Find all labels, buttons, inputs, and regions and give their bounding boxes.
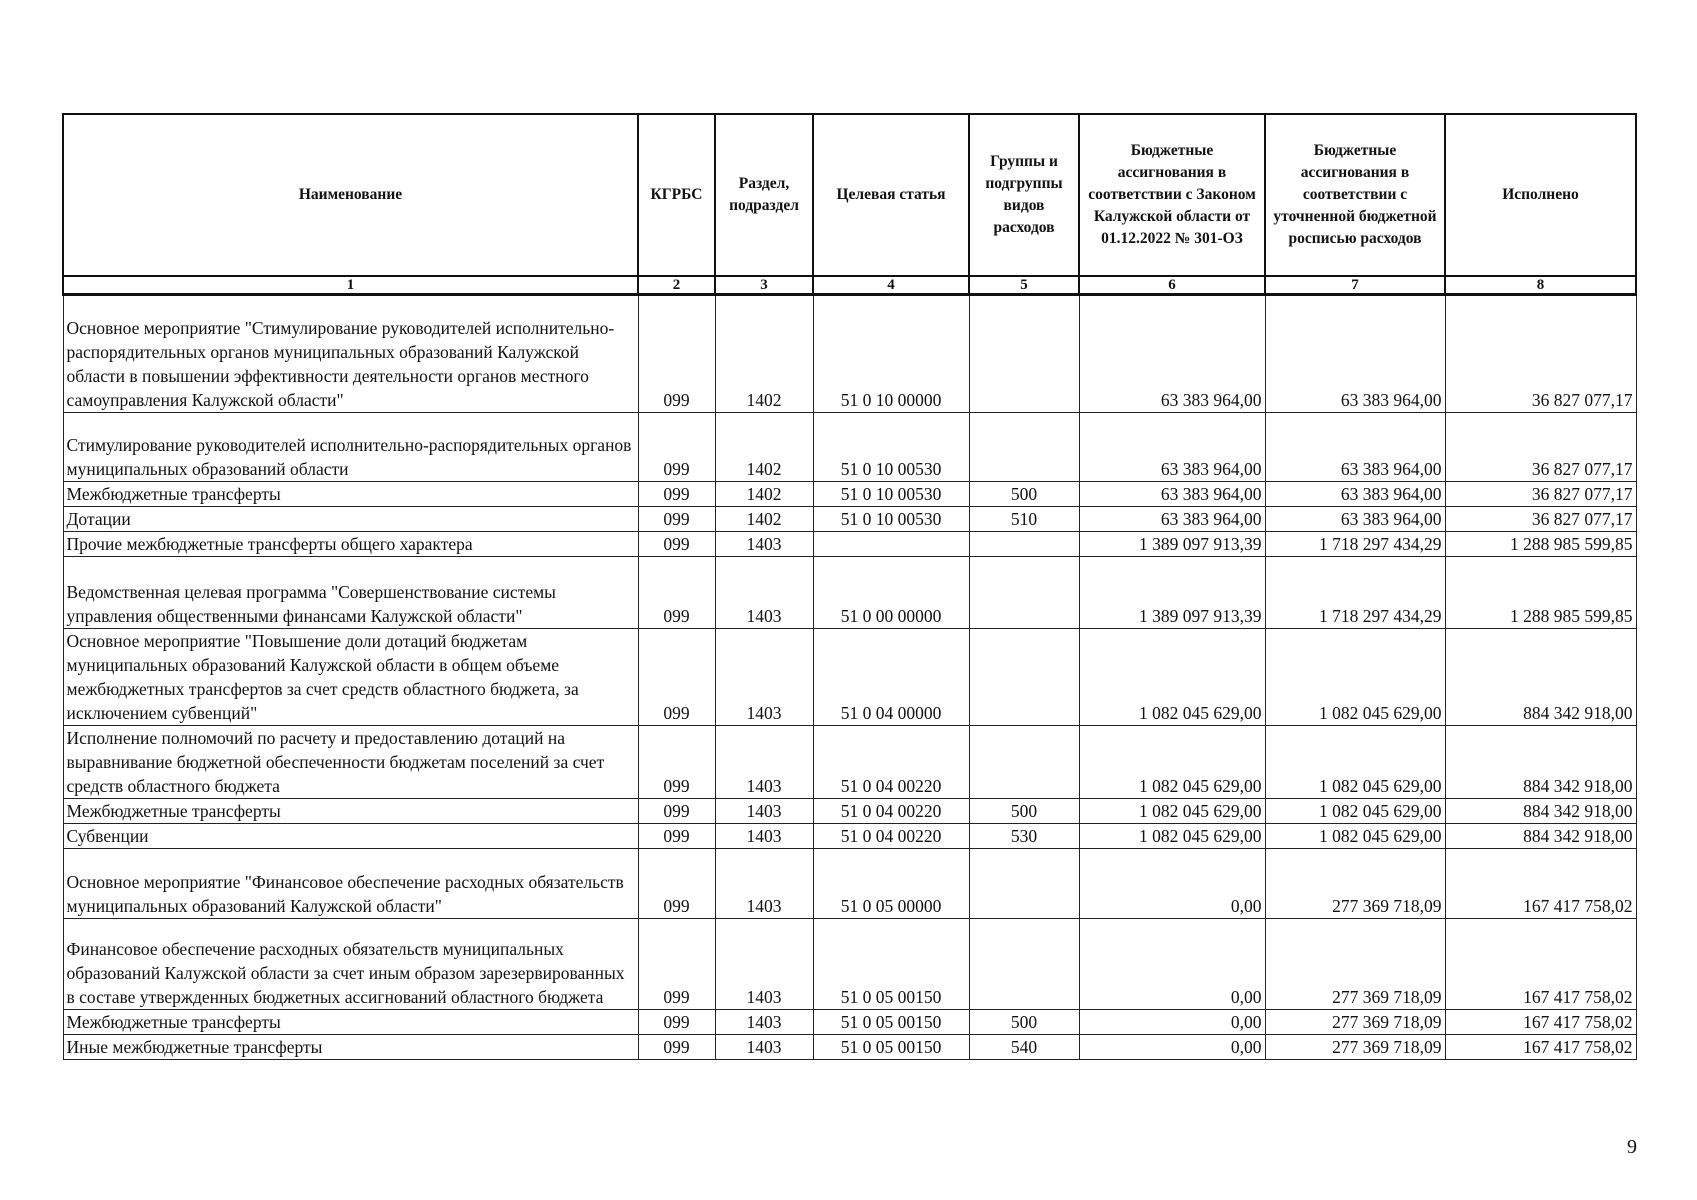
header-expense-groups: Группы и подгруппы видов расходов [969,114,1079,276]
cell-target-article: 51 0 10 00530 [813,482,969,507]
header-kgrbs: КГРБС [638,114,715,276]
table-row [63,919,1636,1010]
cell-law-amount: 63 383 964,00 [1079,413,1265,482]
cell-kgrbs: 099 [638,919,715,1010]
cell-kgrbs: 099 [638,1010,715,1035]
header-executed: Исполнено [1445,114,1636,276]
table-row [63,482,1636,507]
cell-executed-amount: 36 827 077,17 [1445,413,1636,482]
table-row [63,726,1636,799]
cell-target-article: 51 0 10 00530 [813,507,969,532]
cell-name: Стимулирование руководителей исполнительно-распорядительных органов муниципальных образований области [63,413,638,482]
table-row [63,295,1636,413]
cell-name: Межбюджетные трансферты [63,482,638,507]
cell-section: 1403 [715,532,813,557]
cell-law-amount: 63 383 964,00 [1079,295,1265,413]
cell-refined-amount: 277 369 718,09 [1265,1035,1445,1060]
table-row [63,413,1636,482]
cell-section: 1403 [715,557,813,629]
cell-law-amount: 1 389 097 913,39 [1079,532,1265,557]
cell-name: Субвенции [63,824,638,849]
table-row [63,1010,1636,1035]
cell-law-amount: 1 082 045 629,00 [1079,799,1265,824]
cell-law-amount: 1 082 045 629,00 [1079,629,1265,726]
budget-sheet [62,113,1635,1060]
cell-executed-amount: 167 417 758,02 [1445,919,1636,1010]
cell-executed-amount: 884 342 918,00 [1445,799,1636,824]
cell-refined-amount: 1 082 045 629,00 [1265,799,1445,824]
table-row [63,824,1636,849]
cell-kgrbs: 099 [638,557,715,629]
table-row [63,557,1636,629]
table-row [63,849,1636,919]
cell-refined-amount: 1 718 297 434,29 [1265,557,1445,629]
cell-law-amount: 0,00 [1079,1035,1265,1060]
cell-name: Исполнение полномочий по расчету и предоставлению дотаций на выравнивание бюджетной обеспеченности бюджетам поселений за счет средств областного бюджета [63,726,638,799]
cell-section: 1403 [715,1035,813,1060]
column-number: 2 [638,276,715,295]
cell-expense-group: 540 [969,1035,1079,1060]
cell-kgrbs: 099 [638,849,715,919]
table-row [63,629,1636,726]
cell-name: Прочие межбюджетные трансферты общего характера [63,532,638,557]
cell-law-amount: 63 383 964,00 [1079,482,1265,507]
cell-executed-amount: 36 827 077,17 [1445,482,1636,507]
cell-name: Межбюджетные трансферты [63,799,638,824]
header-law-allocations: Бюджетные ассигнования в соответствии с Законом Калужской области от 01.12.2022 № 301-ОЗ [1079,114,1265,276]
cell-kgrbs: 099 [638,824,715,849]
cell-expense-group [969,849,1079,919]
cell-expense-group [969,919,1079,1010]
cell-target-article: 51 0 05 00150 [813,1010,969,1035]
column-number: 7 [1265,276,1445,295]
cell-refined-amount: 63 383 964,00 [1265,295,1445,413]
cell-refined-amount: 63 383 964,00 [1265,482,1445,507]
cell-expense-group [969,295,1079,413]
cell-executed-amount: 884 342 918,00 [1445,726,1636,799]
header-row [63,114,1636,276]
cell-law-amount: 0,00 [1079,1010,1265,1035]
cell-section: 1403 [715,799,813,824]
cell-expense-group [969,532,1079,557]
header-refined-allocations: Бюджетные ассигнования в соответствии с уточненной бюджетной росписью расходов [1265,114,1445,276]
cell-refined-amount: 63 383 964,00 [1265,507,1445,532]
cell-target-article: 51 0 04 00220 [813,799,969,824]
cell-refined-amount: 63 383 964,00 [1265,413,1445,482]
cell-name: Основное мероприятие "Повышение доли дотаций бюджетам муниципальных образований Калужской области в общем объеме межбюджетных трансфертов за счет средств областного бюджета, за исключением субвенций" [63,629,638,726]
column-number: 3 [715,276,813,295]
cell-law-amount: 0,00 [1079,919,1265,1010]
column-number: 1 [63,276,638,295]
cell-law-amount: 63 383 964,00 [1079,507,1265,532]
cell-expense-group: 500 [969,482,1079,507]
cell-section: 1402 [715,413,813,482]
cell-name: Основное мероприятие "Стимулирование руководителей исполнительно-распорядительных органов муниципальных образований Калужской области в повышении эффективности деятельности органов местного самоуправления Калужской области" [63,295,638,413]
table-row [63,532,1636,557]
cell-section: 1402 [715,482,813,507]
column-number: 4 [813,276,969,295]
cell-executed-amount: 36 827 077,17 [1445,507,1636,532]
cell-section: 1403 [715,849,813,919]
cell-expense-group: 500 [969,1010,1079,1035]
cell-executed-amount: 167 417 758,02 [1445,849,1636,919]
cell-refined-amount: 1 718 297 434,29 [1265,532,1445,557]
cell-kgrbs: 099 [638,482,715,507]
cell-expense-group [969,413,1079,482]
cell-executed-amount: 1 288 985 599,85 [1445,557,1636,629]
header-section: Раздел, подраздел [715,114,813,276]
column-number: 5 [969,276,1079,295]
column-number: 6 [1079,276,1265,295]
cell-executed-amount: 36 827 077,17 [1445,295,1636,413]
table-row [63,1035,1636,1060]
cell-executed-amount: 167 417 758,02 [1445,1010,1636,1035]
cell-name: Дотации [63,507,638,532]
cell-executed-amount: 884 342 918,00 [1445,629,1636,726]
cell-refined-amount: 1 082 045 629,00 [1265,824,1445,849]
cell-kgrbs: 099 [638,799,715,824]
cell-target-article: 51 0 00 00000 [813,557,969,629]
cell-target-article [813,532,969,557]
cell-name: Межбюджетные трансферты [63,1010,638,1035]
cell-refined-amount: 1 082 045 629,00 [1265,629,1445,726]
header-target-article: Целевая статья [813,114,969,276]
table-row [63,507,1636,532]
table-body [63,295,1636,1060]
cell-kgrbs: 099 [638,295,715,413]
cell-target-article: 51 0 05 00150 [813,919,969,1010]
column-number-row [63,276,1636,295]
cell-target-article: 51 0 04 00220 [813,726,969,799]
cell-kgrbs: 099 [638,629,715,726]
cell-executed-amount: 884 342 918,00 [1445,824,1636,849]
cell-section: 1403 [715,1010,813,1035]
cell-expense-group [969,629,1079,726]
cell-law-amount: 1 389 097 913,39 [1079,557,1265,629]
cell-name: Иные межбюджетные трансферты [63,1035,638,1060]
cell-refined-amount: 1 082 045 629,00 [1265,726,1445,799]
cell-expense-group: 500 [969,799,1079,824]
header-name: Наименование [63,114,638,276]
cell-kgrbs: 099 [638,507,715,532]
cell-section: 1402 [715,295,813,413]
cell-kgrbs: 099 [638,726,715,799]
cell-target-article: 51 0 10 00000 [813,295,969,413]
cell-refined-amount: 277 369 718,09 [1265,849,1445,919]
cell-target-article: 51 0 05 00000 [813,849,969,919]
cell-section: 1403 [715,726,813,799]
cell-section: 1403 [715,629,813,726]
cell-expense-group: 510 [969,507,1079,532]
table-row [63,799,1636,824]
cell-law-amount: 1 082 045 629,00 [1079,824,1265,849]
cell-target-article: 51 0 04 00000 [813,629,969,726]
cell-section: 1403 [715,824,813,849]
cell-law-amount: 1 082 045 629,00 [1079,726,1265,799]
cell-law-amount: 0,00 [1079,849,1265,919]
budget-table [62,113,1637,1060]
cell-kgrbs: 099 [638,532,715,557]
cell-expense-group [969,557,1079,629]
cell-target-article: 51 0 05 00150 [813,1035,969,1060]
page-number: 9 [1627,1136,1637,1158]
cell-refined-amount: 277 369 718,09 [1265,1010,1445,1035]
cell-name: Финансовое обеспечение расходных обязательств муниципальных образований Калужской области за счет иным образом зарезервированных в составе утвержденных бюджетных ассигнований областного бюджета [63,919,638,1010]
cell-executed-amount: 167 417 758,02 [1445,1035,1636,1060]
cell-kgrbs: 099 [638,413,715,482]
cell-section: 1402 [715,507,813,532]
column-number: 8 [1445,276,1636,295]
cell-name: Ведомственная целевая программа "Совершенствование системы управления общественными финансами Калужской области" [63,557,638,629]
cell-refined-amount: 277 369 718,09 [1265,919,1445,1010]
cell-name: Основное мероприятие "Финансовое обеспечение расходных обязательств муниципальных образований Калужской области" [63,849,638,919]
cell-kgrbs: 099 [638,1035,715,1060]
cell-section: 1403 [715,919,813,1010]
cell-executed-amount: 1 288 985 599,85 [1445,532,1636,557]
cell-target-article: 51 0 10 00530 [813,413,969,482]
cell-target-article: 51 0 04 00220 [813,824,969,849]
cell-expense-group: 530 [969,824,1079,849]
cell-expense-group [969,726,1079,799]
